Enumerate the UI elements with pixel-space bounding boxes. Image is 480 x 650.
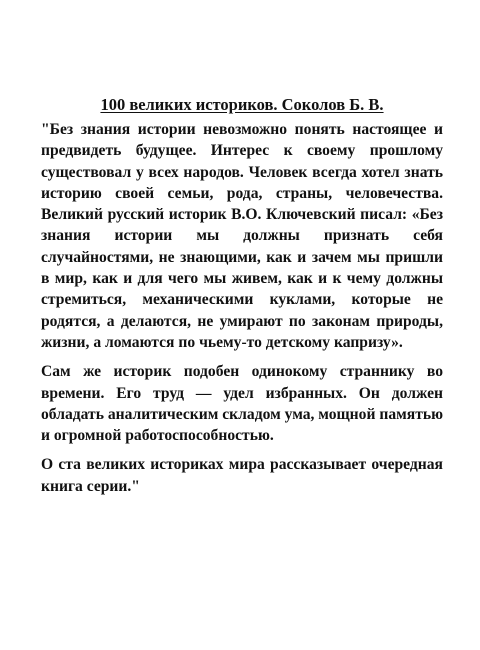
document-body [41,94,443,505]
paragraph-3: О ста великих историках мира рассказывает очередная книга серии." [41,456,443,495]
paragraph-2: Сам же историк подобен одинокому страннику во времени. Его труд — удел избранных. Он должен обладать аналитическим складом ума, мощной памятью и огромной работоспособностью. [41,363,444,445]
document-title: 100 великих историков. Соколов Б. В. [100,95,384,114]
paragraph-1: "Без знания истории невозможно понять настоящее и предвидеть будущее. Интерес к своему прошлому существовал у всех народов. Человек всегда хотел знать историю своей семьи, рода, страны, человечества. Великий русский историк В.О. Ключевский писал: «Без знания истории мы должны признать себя случайностями, не знающими, как и зачем мы пришли в мир, как и для чего мы живем, как и к чему должны стремиться, механическими куклами, которые не родятся, а делаются, не умирают по законам природы, жизни, а ломаются по чьему-то детскому капризу». [41,121,443,351]
